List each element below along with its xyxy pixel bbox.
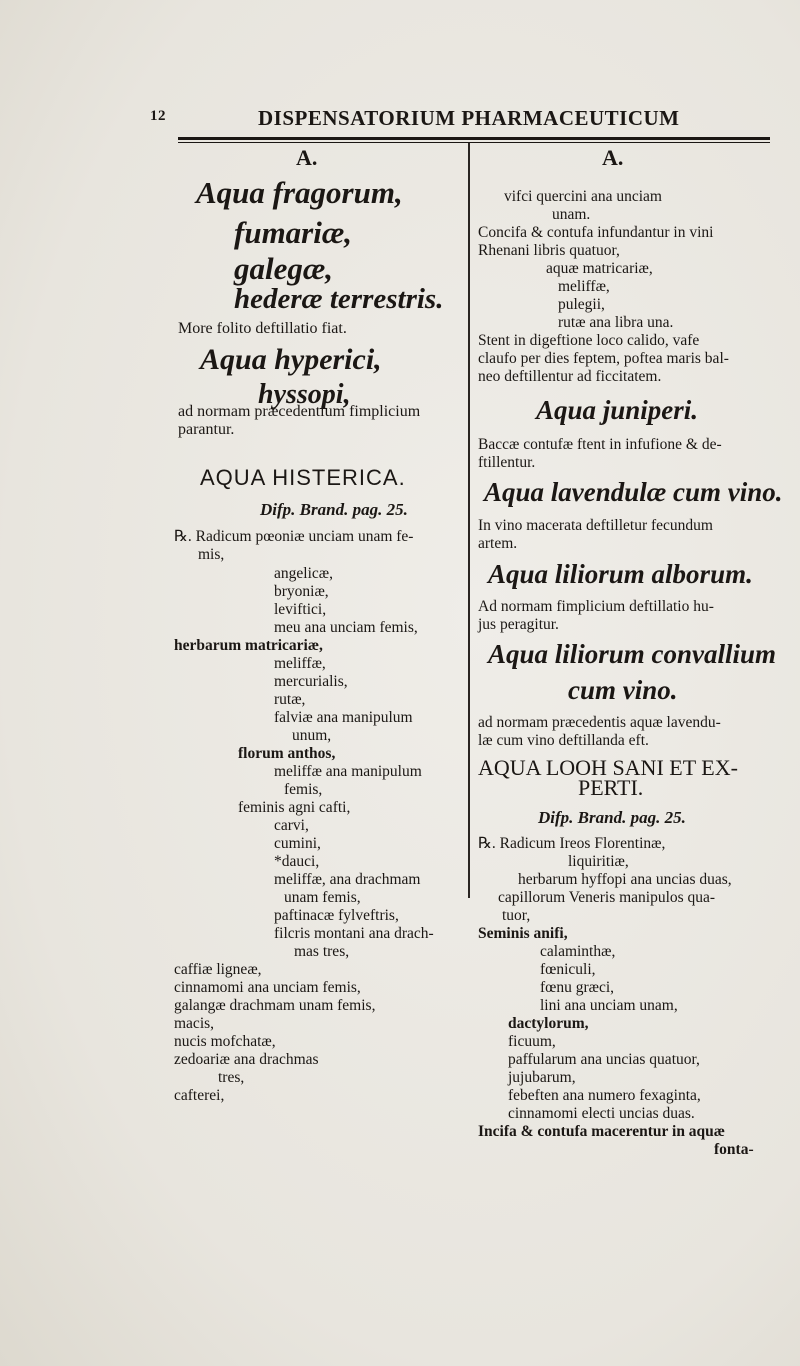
recipe-line: paffularum ana uncias quatuor, xyxy=(508,1051,700,1068)
recipe-line: læ cum vino deftillanda eft. xyxy=(478,732,649,749)
recipe-line: Stent in digeftione loco calido, vafe xyxy=(478,332,700,349)
recipe-line: paftinacæ fylveftris, xyxy=(274,907,399,924)
reference-brand: Difp. Brand. pag. 25. xyxy=(260,500,408,519)
heading-aqua-juniperi: Aqua juniperi. xyxy=(536,395,699,425)
left-column-letter: A. xyxy=(296,145,318,170)
recipe-line: febeften ana numero fexaginta, xyxy=(508,1087,701,1104)
recipe-line: rutæ ana libra una. xyxy=(558,314,674,331)
recipe-line: In vino macerata deftilletur fecundum xyxy=(478,517,713,534)
heading-aqua-liliorum-alborum: Aqua liliorum alborum. xyxy=(488,559,753,589)
recipe-line: ℞. Radicum Ireos Florentinæ, xyxy=(478,835,666,852)
recipe-line: neo deftillentur ad ficcitatem. xyxy=(478,368,662,385)
recipe-line: unam. xyxy=(552,206,591,223)
recipe-line: cinnamomi ana unciam femis, xyxy=(174,979,361,996)
recipe-line: mercurialis, xyxy=(274,673,348,690)
recipe-line: Incifa & contufa macerentur in aquæ xyxy=(478,1123,725,1140)
recipe-line: dactylorum, xyxy=(508,1015,589,1032)
recipe-line: tres, xyxy=(218,1069,245,1086)
text-more-solito: More folito deftillatio fiat. xyxy=(178,320,347,337)
recipe-line: aquæ matricariæ, xyxy=(546,260,653,277)
running-title: DISPENSATORIUM PHARMACEUTICUM xyxy=(258,106,680,130)
page-number: 12 xyxy=(150,108,166,124)
recipe-line: cafterei, xyxy=(174,1087,225,1104)
recipe-line: meliffæ, ana drachmam xyxy=(274,871,421,888)
recipe-line: capillorum Veneris manipulos qua- xyxy=(498,889,716,906)
recipe-line: leviftici, xyxy=(274,601,327,618)
catchword: fonta- xyxy=(714,1141,754,1158)
recipe-line: herbarum matricariæ, xyxy=(174,637,323,654)
recipe-line: florum anthos, xyxy=(238,745,336,762)
running-header xyxy=(150,106,750,134)
column-divider xyxy=(468,143,470,898)
recipe-line: femis, xyxy=(284,781,323,798)
recipe-line: artem. xyxy=(478,535,518,552)
recipe-line: Seminis anifi, xyxy=(478,925,568,942)
recipe-line: galangæ drachmam unam femis, xyxy=(174,997,376,1014)
recipe-line: unum, xyxy=(292,727,332,744)
recipe-line: angelicæ, xyxy=(274,565,333,582)
text-ad-normam: ad normam præcedentium fimplicium xyxy=(178,403,421,420)
recipe-line: liquiritiæ, xyxy=(568,853,629,870)
heading-aqua-fragorum: Aqua fragorum, xyxy=(196,175,403,210)
recipe-line: cumini, xyxy=(274,835,321,852)
recipe-line: falviæ ana manipulum xyxy=(274,709,413,726)
recipe-line: nucis mofchatæ, xyxy=(174,1033,276,1050)
right-column-letter: A. xyxy=(602,145,624,170)
recipe-line: vifci quercini ana unciam xyxy=(504,188,662,205)
reference-brand: Difp. Brand. pag. 25. xyxy=(538,808,686,827)
recipe-line: ad normam præcedentis aquæ lavendu- xyxy=(478,714,721,731)
recipe-line: pulegii, xyxy=(558,296,605,313)
recipe-line: calaminthæ, xyxy=(540,943,616,960)
recipe-line: macis, xyxy=(174,1015,215,1032)
heading-hederae-terrestris: hederæ terrestris. xyxy=(234,283,444,315)
recipe-line: Baccæ contufæ ftent in infufione & de- xyxy=(478,436,722,453)
recipe-line: meliffæ, xyxy=(558,278,610,295)
recipe-line: claufo per dies feptem, poftea maris bal- xyxy=(478,350,729,367)
header-rule-thick xyxy=(178,137,770,140)
recipe-line: fœnu græci, xyxy=(540,979,615,996)
heading-hyssopi: hyssopi, xyxy=(258,379,351,410)
recipe-line: filcris montani ana drach- xyxy=(274,925,434,942)
recipe-line: mas tres, xyxy=(294,943,350,960)
recipe-line: meu ana unciam femis, xyxy=(274,619,418,636)
section-aqua-looh: AQUA LOOH SANI ET EX- xyxy=(478,755,738,780)
recipe-line: Ad normam fimplicium deftillatio hu- xyxy=(478,598,714,615)
recipe-line: jus peragitur. xyxy=(478,616,559,633)
recipe-line: herbarum hyffopi ana uncias duas, xyxy=(518,871,732,888)
recipe-line: ficuum, xyxy=(508,1033,556,1050)
recipe-line: feminis agni cafti, xyxy=(238,799,351,816)
recipe-line: ℞. Radicum pœoniæ unciam unam fe- xyxy=(174,528,414,545)
recipe-line: jujubarum, xyxy=(508,1069,576,1086)
recipe-line: caffiæ ligneæ, xyxy=(174,961,262,978)
recipe-line: fœniculi, xyxy=(540,961,596,978)
recipe-line: carvi, xyxy=(274,817,309,834)
recipe-line: Rhenani libris quatuor, xyxy=(478,242,620,259)
recipe-line: meliffæ ana manipulum xyxy=(274,763,422,780)
recipe-line: meliffæ, xyxy=(274,655,326,672)
heading-fumariae: fumariæ, xyxy=(234,215,352,250)
heading-aqua-hyperici: Aqua hyperici, xyxy=(200,343,382,376)
recipe-line: rutæ, xyxy=(274,691,306,708)
recipe-line: lini ana unciam unam, xyxy=(540,997,678,1014)
section-aqua-looh-cont: PERTI. xyxy=(578,775,644,800)
header-rule-thin xyxy=(178,142,770,143)
recipe-line: unam femis, xyxy=(284,889,361,906)
recipe-line: Concifa & contufa infundantur in vini xyxy=(478,224,714,241)
heading-aqua-liliorum-convallium: Aqua liliorum convallium xyxy=(488,639,777,669)
recipe-line: cinnamomi electi uncias duas. xyxy=(508,1105,695,1122)
recipe-line: ftillentur. xyxy=(478,454,536,471)
recipe-line: tuor, xyxy=(502,907,531,924)
recipe-line: zedoariæ ana drachmas xyxy=(174,1051,319,1068)
recipe-line: bryoniæ, xyxy=(274,583,329,600)
section-aqua-histerica: AQUA HISTERICA. xyxy=(200,465,406,490)
text-parantur: parantur. xyxy=(178,421,235,438)
heading-cum-vino: cum vino. xyxy=(568,675,678,705)
heading-galegae: galegæ, xyxy=(234,251,334,286)
recipe-line: *dauci, xyxy=(274,853,320,870)
heading-aqua-lavendulae: Aqua lavendulæ cum vino. xyxy=(484,477,783,507)
recipe-line: mis, xyxy=(198,546,225,563)
